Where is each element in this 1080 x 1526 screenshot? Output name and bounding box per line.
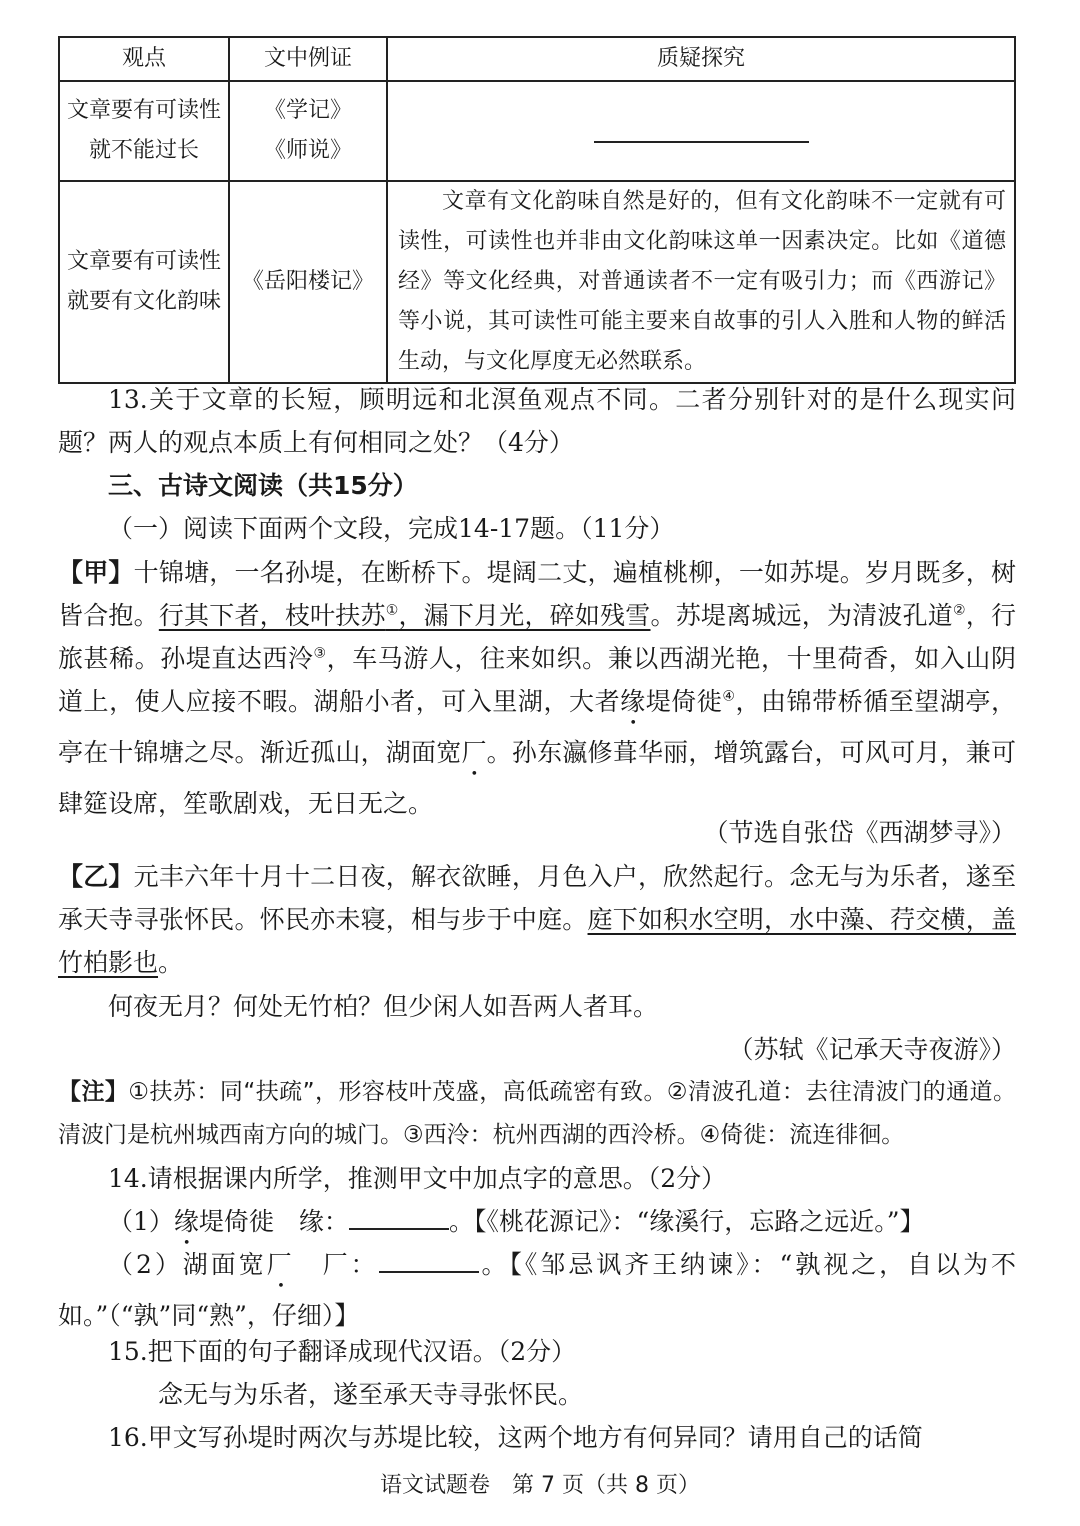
question-15: 15.把下面的句子翻译成现代汉语。（2分） [108, 1337, 577, 1366]
jia-underlined-b: ，漏下月光，碎如残雪 [398, 601, 651, 630]
dotted-char-yuan: 缘 [173, 1207, 199, 1236]
header-probe: 质疑探究 [387, 37, 1015, 81]
jia-text: 十锦塘，一名孙堤，在断桥下。堤阔二丈，遍植桃柳，一如苏堤。岁月既多，树皆合抱。 [58, 558, 1016, 630]
row1-examples [229, 81, 387, 181]
yi-source: （苏轼《记承天寺夜游》） [728, 1035, 1016, 1064]
note-marker-4: ④ [722, 688, 736, 705]
part-1-instruction: （一）阅读下面两个文段，完成14-17题。（11分） [108, 514, 675, 543]
passage-yi [58, 855, 1016, 984]
question-15-sentence: 念无与为乐者，遂至承天寺寻张怀民。 [158, 1380, 584, 1409]
row2-view: 文章要有可读性就要有文化韵味 [59, 181, 229, 383]
item2-prefix: （2）湖面宽 [108, 1250, 267, 1279]
probe-paragraph: 文章有文化韵味自然是好的，但有文化韵味不一定就有可读性，可读性也并非由文化韵味这单一因素决定。比如《道德经》等文化经典，对普通读者不一定有吸引力；而《西游记》等小说，其可读性可能主要来自故事的引人入胜和人物的鲜活生动，与文化厚度无必然联系。 [398, 189, 1006, 374]
header-view: 观点 [59, 37, 229, 81]
yi-underlined-sentence: 庭下如积水空明，水中藻、荇交横，盖竹柏影也 [58, 905, 1016, 977]
row2-probe [387, 181, 1015, 383]
answer-line [594, 119, 809, 143]
row1-view: 文章要有可读性就不能过长 [59, 81, 229, 181]
yi-label: 【乙】 [58, 862, 134, 891]
answer-blank-2[interactable] [379, 1247, 479, 1273]
item1-phrase: 堤倚徙 缘： [198, 1207, 349, 1236]
jia-text: 。苏堤离城远，为清波孔道 [650, 601, 953, 630]
question-14: 14.请根据课内所学，推测甲文中加点字的意思。（2分） [108, 1164, 727, 1193]
dotted-char-chang: 厂 [266, 1250, 295, 1279]
example-shishuo: 《师说》 [263, 138, 352, 163]
section-3-heading: 三、古诗文阅读（共15分） [108, 471, 418, 500]
jia-text: ，车马游人，往来如织。兼以西湖光艳，十里荷香，如入山阴道上，使人应接不暇。湖船小者，可入里湖，大者 [58, 644, 1016, 716]
table-row [59, 181, 1015, 383]
question-16: 16.甲文写孙堤时两次与苏堤比较，这两个地方有何异同？请用自己的话简 [108, 1423, 923, 1452]
header-example: 文中例证 [229, 37, 387, 81]
yi-text: 。 [158, 948, 184, 977]
jia-underlined-sentence [159, 601, 651, 630]
notes-label: 【注】 [58, 1079, 129, 1105]
jia-text: ，由锦带桥循至望湖亭，亭在十锦塘之尽。渐近孤山，湖面宽 [58, 687, 1016, 767]
jia-text: 堤倚徙 [645, 687, 723, 716]
yi-text: 元丰六年十月十二日夜，解衣欲睡，月色入户，欣然起行。念无与为乐者，遂至承天寺寻张怀民。怀民亦未寝，相与步于中庭。 [58, 862, 1016, 934]
jia-label: 【甲】 [58, 558, 134, 587]
item1-reference: 。【《桃花源记》：“缘溪行，忘路之远近。”】 [448, 1207, 925, 1236]
yi-closing: 何夜无月？何处无竹柏？但少闲人如吾两人者耳。 [108, 992, 659, 1021]
passage-jia [58, 551, 1016, 825]
row1-probe-answer-blank[interactable] [387, 81, 1015, 181]
jia-underlined-a: 行其下者，枝叶扶苏 [158, 601, 386, 630]
question-14-item-2 [58, 1243, 1016, 1337]
table-row [59, 81, 1015, 181]
question-13: 13.关于文章的长短，顾明远和北溟鱼观点不同。二者分别针对的是什么现实问题？两人的观点本质上有何相同之处？（4分） [58, 385, 1016, 457]
page-footer: 语文试题卷 第 7 页（共 8 页） [380, 1473, 700, 1498]
notes-text: ①扶苏：同“扶疏”，形容枝叶茂盛，高低疏密有致。②清波孔道：去往清波门的通道。清波门是杭州城西南方向的城门。③西泠：杭州西湖的西泠桥。④倚徙：流连徘徊。 [58, 1079, 1016, 1148]
jia-text: 。孙东瀛修葺华丽，增筑露台，可风可月，兼可肆筵设席，笙歌剧戏，无日无之。 [58, 738, 1016, 818]
answer-blank-1[interactable] [349, 1204, 449, 1230]
dotted-char-chang: 厂 [461, 738, 487, 767]
note-marker-3: ③ [313, 645, 327, 662]
example-xueji: 《学记》 [263, 98, 352, 123]
item2-phrase: 厂： [294, 1250, 379, 1279]
annotations [58, 1071, 1016, 1157]
viewpoint-table [58, 36, 1016, 384]
row2-examples: 《岳阳楼记》 [229, 181, 387, 383]
dotted-char-yuan: 缘 [620, 687, 646, 716]
table-header-row [59, 37, 1015, 81]
jia-text: ，行旅甚稀。孙堤直达西泠 [58, 601, 1016, 673]
note-marker-1: ① [385, 602, 399, 619]
note-marker-2: ② [952, 602, 966, 619]
item1-prefix: （1） [108, 1207, 174, 1236]
item2-reference: 。【《邹忌讽齐王纳谏》：“孰视之，自以为不如。”（“孰”同“熟”，仔细）】 [58, 1250, 1016, 1330]
jia-source: （节选自张岱《西湖梦寻》） [703, 818, 1016, 847]
